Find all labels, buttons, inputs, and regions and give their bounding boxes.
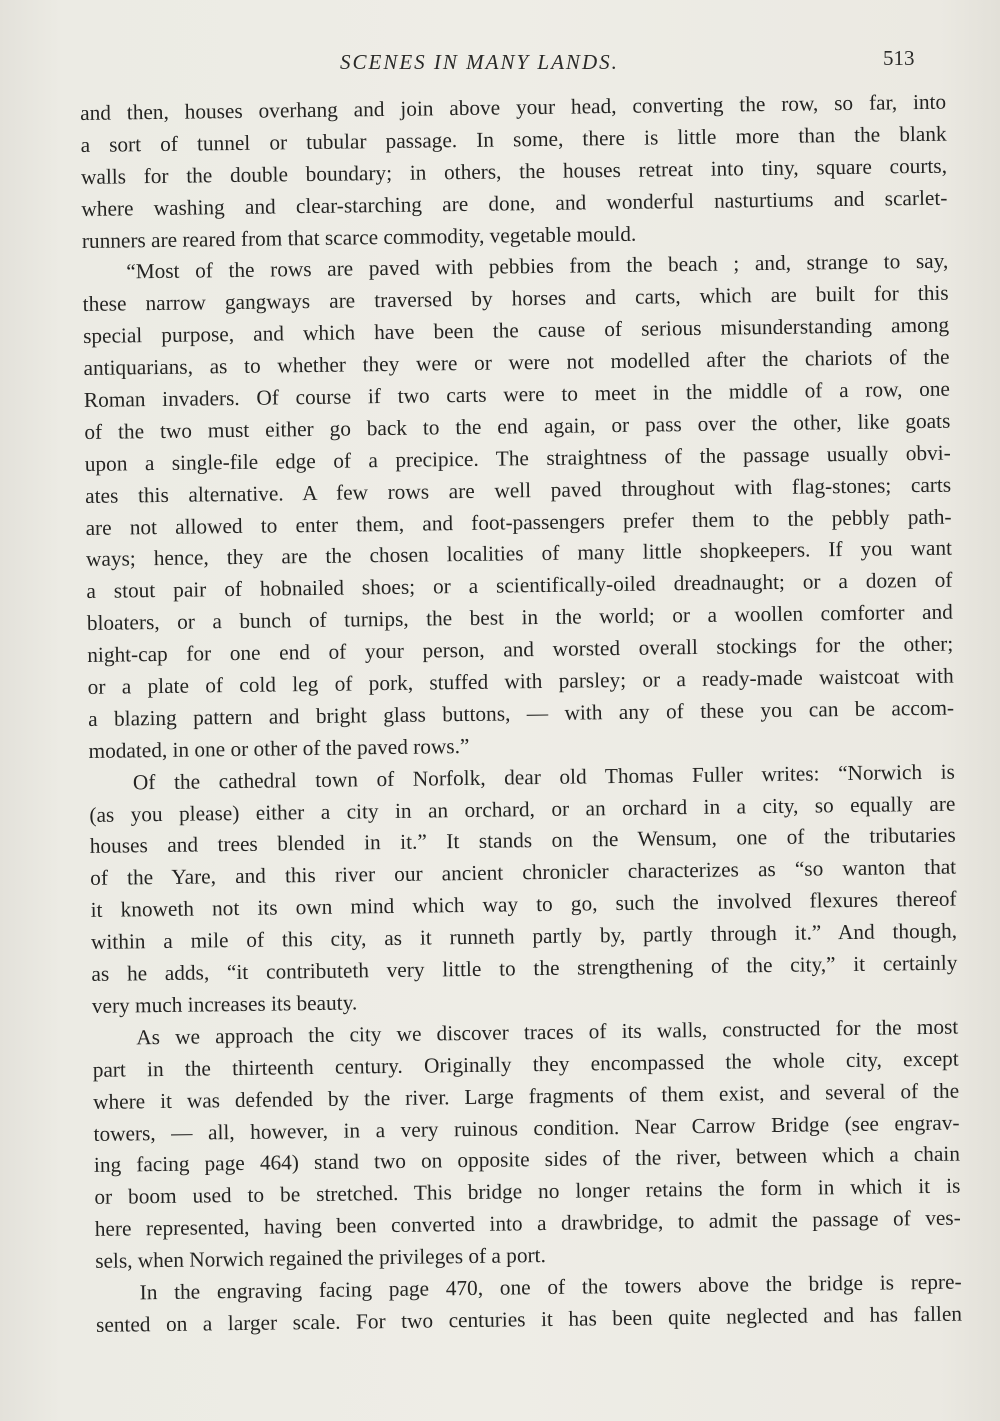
text-line: within a mile of this city, as it runneth partly by, partly through it.” And though,	[90, 918, 958, 955]
text-line: as he adds, “it contributeth very little to the strengthening of the city,” it certainly	[91, 950, 958, 986]
text-line: sented on a larger scale. For two centuries it has been quite neglected and has fallen	[95, 1301, 963, 1337]
text-line: or boom used to be stretched. This bridge no longer retains the form in which it is	[94, 1173, 961, 1210]
text-line: a blazing pattern and bright glass buttons, — with any of these you can be accom-	[87, 695, 955, 731]
text-line: where washing and clear-starching are done, and wonderful nasturtiums and scarlet-	[81, 185, 948, 221]
running-title: SCENES IN MANY LANDS.	[340, 50, 619, 74]
text-line: antiquarians, as to whether they were or were not modelled after the chariots of the	[83, 344, 950, 381]
text-line: “Most of the rows are paved with pebbies from the beach ; and, strange to say,	[126, 249, 949, 284]
text-line: are not allowed to enter them, and foot-passengers prefer them to the pebbly path-	[85, 504, 952, 540]
text-line: Roman invaders. Of course if two carts were to meet in the middle of a row, one	[83, 376, 951, 412]
text-line: and then, houses overhang and join above your head, converting the row, so far, into	[80, 89, 947, 125]
text-line: ates this alternative. A few rows are well paved throughout with flag-stones; carts	[85, 472, 952, 508]
text-line: of the Yare, and this river our ancient chronicler characterizes as “so wanton that	[90, 854, 957, 891]
text-line: or a plate of cold leg of pork, stuffed with parsley; or a ready-made waistcoat with	[87, 663, 954, 699]
text-line: these narrow gangways are traversed by horses and carts, which are built for this	[82, 280, 949, 317]
body-text	[80, 87, 962, 1342]
text-line: where it was defended by the river. Large fragments of them exist, and several of the	[92, 1078, 960, 1114]
text-line: bloaters, or a bunch of turnips, the best in the world; or a woollen comforter and	[86, 599, 953, 636]
text-line: of the two must either go back to the end again, or pass over the other, like goats	[84, 408, 951, 444]
text-line: special purpose, and which have been the cause of serious misunderstanding among	[82, 312, 950, 349]
text-line: Of the cathedral town of Norfolk, dear old Thomas Fuller writes: “Norwich is	[132, 759, 956, 795]
text-line: houses and trees blended in it.” It stands on the Wensum, one of the tributaries	[89, 823, 956, 859]
text-line: modated, in one or other of the paved rows.”	[88, 733, 470, 763]
text-line: very much increases its beauty.	[91, 990, 358, 1018]
text-line: it knoweth not its own mind which way to go, such the involved flexures thereof	[90, 886, 957, 923]
text-line: (as you please) either a city in an orchard, or an orchard in a city, so equally are	[89, 791, 956, 827]
text-line: ing facing page 464) stand two on opposite sides of the river, between which a chain	[93, 1141, 961, 1178]
text-line: runners are reared from that scarce commodity, vegetable mould.	[81, 221, 637, 253]
text-line: towers, — all, however, in a very ruinous condition. Near Carrow Bridge (see engrav-	[93, 1110, 960, 1146]
text-line: upon a single-file edge of a precipice. The straightness of the passage usually obvi-	[84, 440, 951, 476]
text-line: ways; hence, they are the chosen localities of many little shopkeepers. If you want	[85, 536, 953, 572]
text-line: night-cap for one end of your person, and worsted overall stockings for the other;	[87, 631, 954, 668]
page-number: 513	[883, 46, 915, 70]
text-line: a sort of tunnel or tubular passage. In some, there is little more than the blank	[80, 121, 947, 157]
running-head	[0, 42, 1000, 82]
text-line: As we approach the city we discover traces of its walls, constructed for the most	[136, 1014, 959, 1050]
text-line: walls for the double boundary; in others, the houses retreat into tiny, square courts,	[80, 153, 948, 189]
text-line: here represented, having been converted into a drawbridge, to admit the passage of ves-	[94, 1205, 961, 1242]
text-line: a stout pair of hobnailed shoes; or a scientifically-oiled dreadnaught; or a dozen of	[86, 567, 953, 604]
text-line: sels, when Norwich regained the privileges of a port.	[95, 1243, 546, 1273]
text-line: In the engraving facing page 470, one of the towers above the bridge is repre-	[139, 1269, 962, 1305]
text-line: part in the thirteenth century. Originally they encompassed the whole city, except	[92, 1046, 959, 1082]
